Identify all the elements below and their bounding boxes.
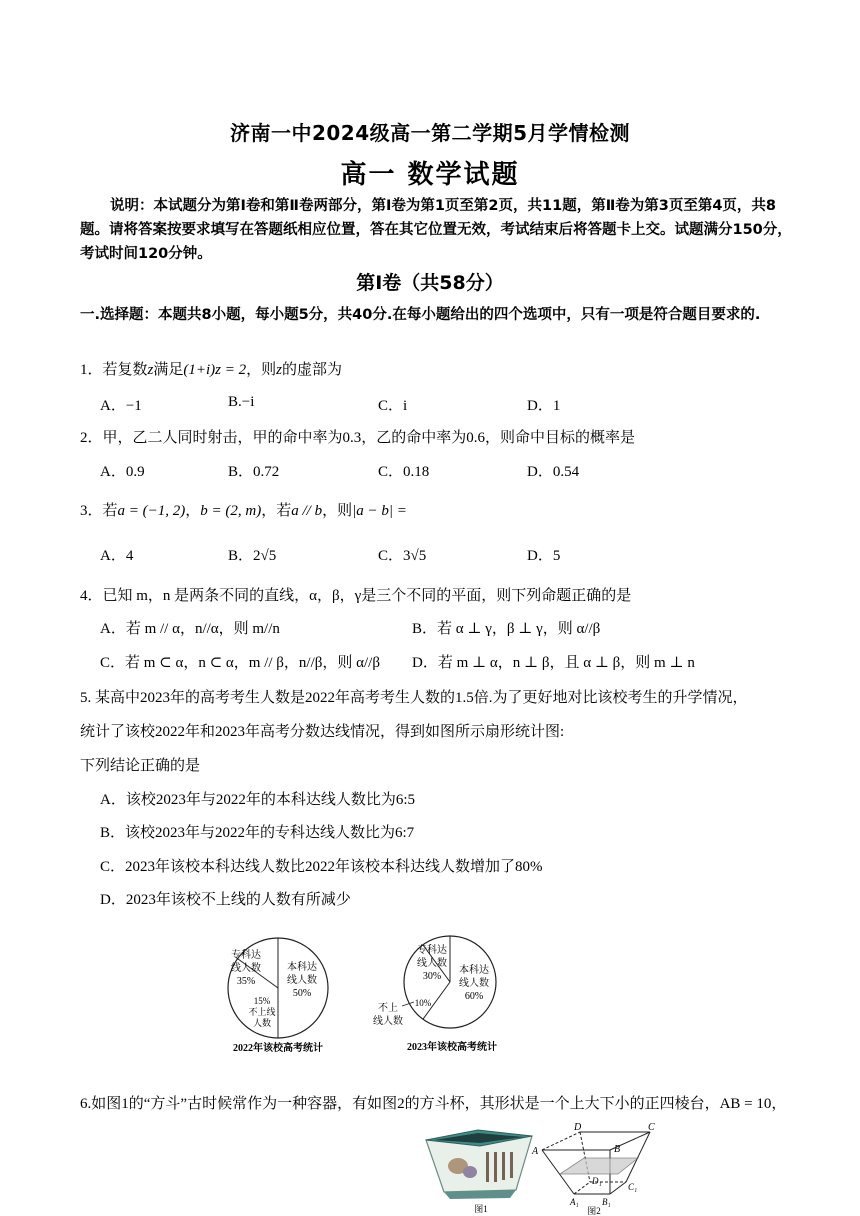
pie-2023-zhuanke-label-1: 专科达 bbox=[417, 945, 447, 956]
fig1-caption: 图1 bbox=[474, 1204, 488, 1214]
part1-title: 第Ⅰ卷（共58分） bbox=[356, 272, 504, 294]
q1-stem: 1．若复数z满足(1+i)z = 2，则z的虚部为 bbox=[80, 362, 342, 378]
pie-2023-benke-label-2: 线人数 bbox=[459, 978, 489, 989]
pie-2022-bushang-label-2: 人数 bbox=[252, 1018, 272, 1028]
q4-stem: 4．已知 m，n 是两条不同的直线，α，β，γ是三个不同的平面，则下列命题正确的是 bbox=[80, 588, 632, 604]
label-D1: D₁ bbox=[592, 1176, 602, 1186]
pie-2023-bushang-label-2: 线人数 bbox=[373, 1016, 403, 1027]
q3-option-d: D．5 bbox=[527, 548, 561, 564]
pie-2023-bushang-value: 10% bbox=[414, 998, 432, 1008]
pie-2022-zhuanke-label-1: 专科达 bbox=[231, 950, 261, 961]
q4-option-d: D．若 m ⊥ α，n ⊥ β，且 α ⊥ β，则 m ⊥ n bbox=[412, 655, 695, 671]
q2-option-a: A．0.9 bbox=[100, 464, 145, 480]
instructions: 说明：本试题分为第Ⅰ卷和第Ⅱ卷两部分，第Ⅰ卷为第1页至第2页，共11题，第Ⅱ卷为第3页至第4页，共8题。请将答案按要求填写在答题纸相应位置，答在其它位置无效，考试结束后将答题卡上交。试题满分150分，考试时间120分钟。 bbox=[80, 198, 792, 262]
pie-2023-zhuanke-label-2: 线人数 bbox=[417, 958, 447, 969]
q1-option-b: B.−i bbox=[228, 394, 255, 410]
pie-2022-benke-label-1: 本科达 bbox=[287, 962, 317, 973]
q5-option-a: A．该校2023年与2022年的本科达线人数比为6:5 bbox=[100, 792, 416, 808]
q2-option-c: C．0.18 bbox=[378, 464, 430, 480]
pie-2022-caption: 2022年该校高考统计 bbox=[233, 1043, 323, 1054]
pie-2022-benke-value: 50% bbox=[292, 988, 312, 999]
pie-2023-bushang-label-1: 不上 bbox=[378, 1003, 398, 1014]
fig2-caption: 图2 bbox=[587, 1206, 601, 1216]
edge-AD bbox=[542, 1132, 580, 1150]
label-A1: A₁ bbox=[570, 1197, 579, 1207]
pie-2022-zhuanke-label-2: 线人数 bbox=[231, 963, 261, 974]
q2-option-d: D．0.54 bbox=[527, 464, 580, 480]
q5-option-c: C．2023年该校本科达线人数比2022年该校本科达线人数增加了80% bbox=[100, 859, 543, 875]
pie-2023 bbox=[373, 936, 497, 1053]
water-surface bbox=[560, 1158, 638, 1174]
pie-2023-benke-value: 60% bbox=[464, 991, 484, 1002]
q3-stem: 3．若a = (−1, 2)，b = (2, m)，若a // b，则|a − b| = bbox=[80, 503, 407, 519]
q3-option-a: A．4 bbox=[100, 548, 134, 564]
q3-option-c: C．3√5 bbox=[378, 548, 427, 564]
q5-stem-2: 统计了该校2022年和2023年高考分数达线情况，得到如图所示扇形统计图: bbox=[80, 724, 565, 740]
label-C1: C₁ bbox=[628, 1182, 638, 1192]
q6-stem: 6.如图1的“方斗”古时候常作为一种容器，有如图2的方斗杯，其形状是一个上大下小的正四棱台，AB = 10， bbox=[80, 1096, 787, 1112]
edge-B1C1 bbox=[610, 1182, 626, 1194]
edge-A1D1 bbox=[574, 1182, 590, 1194]
q4-option-a: A．若 m // α，n//α，则 m//n bbox=[100, 621, 280, 637]
q5-option-b: B．该校2023年与2022年的专科达线人数比为6:7 bbox=[100, 825, 415, 841]
q2-option-b: B．0.72 bbox=[228, 464, 280, 480]
pie-2022-benke-label-2: 线人数 bbox=[287, 975, 317, 986]
pie-2023-zhuanke-value: 30% bbox=[422, 971, 442, 982]
q1-option-c: C．i bbox=[378, 398, 408, 414]
school-title: 济南一中2024级高一第二学期5月学情检测 bbox=[229, 121, 631, 145]
q4-option-b: B．若 α ⊥ γ，β ⊥ γ，则 α//β bbox=[412, 621, 601, 637]
q5-stem-1: 5. 某高中2023年的高考考生人数是2022年高考考生人数的1.5倍.为了更好地对比该校考生的升学情况， bbox=[80, 690, 748, 706]
q1-option-d: D．1 bbox=[527, 398, 561, 414]
fangdou-photo bbox=[420, 1126, 542, 1216]
pie-2022-bushang-label-1: 不上线 bbox=[248, 1007, 276, 1017]
q5-stem-3: 下列结论正确的是 bbox=[80, 758, 201, 774]
q5-option-d: D．2023年该校不上线的人数有所减少 bbox=[100, 892, 351, 908]
frustum-diagram bbox=[530, 1120, 670, 1216]
q1-option-a: A．−1 bbox=[100, 398, 142, 414]
pie-2022-zhuanke-value: 35% bbox=[236, 976, 256, 987]
subject-title: 高一 数学试题 bbox=[340, 160, 520, 190]
label-B1: B₁ bbox=[602, 1197, 611, 1207]
pie-2022 bbox=[228, 938, 328, 1054]
pie-2023-caption: 2023年该校高考统计 bbox=[407, 1042, 497, 1053]
pie-charts-figure bbox=[210, 926, 520, 1062]
label-B: B bbox=[614, 1144, 621, 1155]
label-A: A bbox=[532, 1146, 539, 1157]
pie-2022-bushang-value: 15% bbox=[253, 996, 271, 1006]
label-D: D bbox=[574, 1122, 582, 1133]
label-C: C bbox=[648, 1122, 655, 1133]
q4-option-c: C．若 m ⊂ α，n ⊂ α，m // β，n//β，则 α//β bbox=[100, 655, 380, 671]
q2-stem: 2．甲，乙二人同时射击，甲的命中率为0.3，乙的命中率为0.6，则命中目标的概率是 bbox=[80, 430, 636, 446]
section1-heading: 一.选择题：本题共8小题，每小题5分，共40分.在每小题给出的四个选项中，只有一项是符合题目要求的. bbox=[80, 307, 761, 323]
edge-CC1 bbox=[626, 1132, 650, 1182]
edge-DD1 bbox=[580, 1132, 590, 1182]
q3-option-b: B．2√5 bbox=[228, 548, 277, 564]
pie-2023-benke-label-1: 本科达 bbox=[459, 965, 489, 976]
